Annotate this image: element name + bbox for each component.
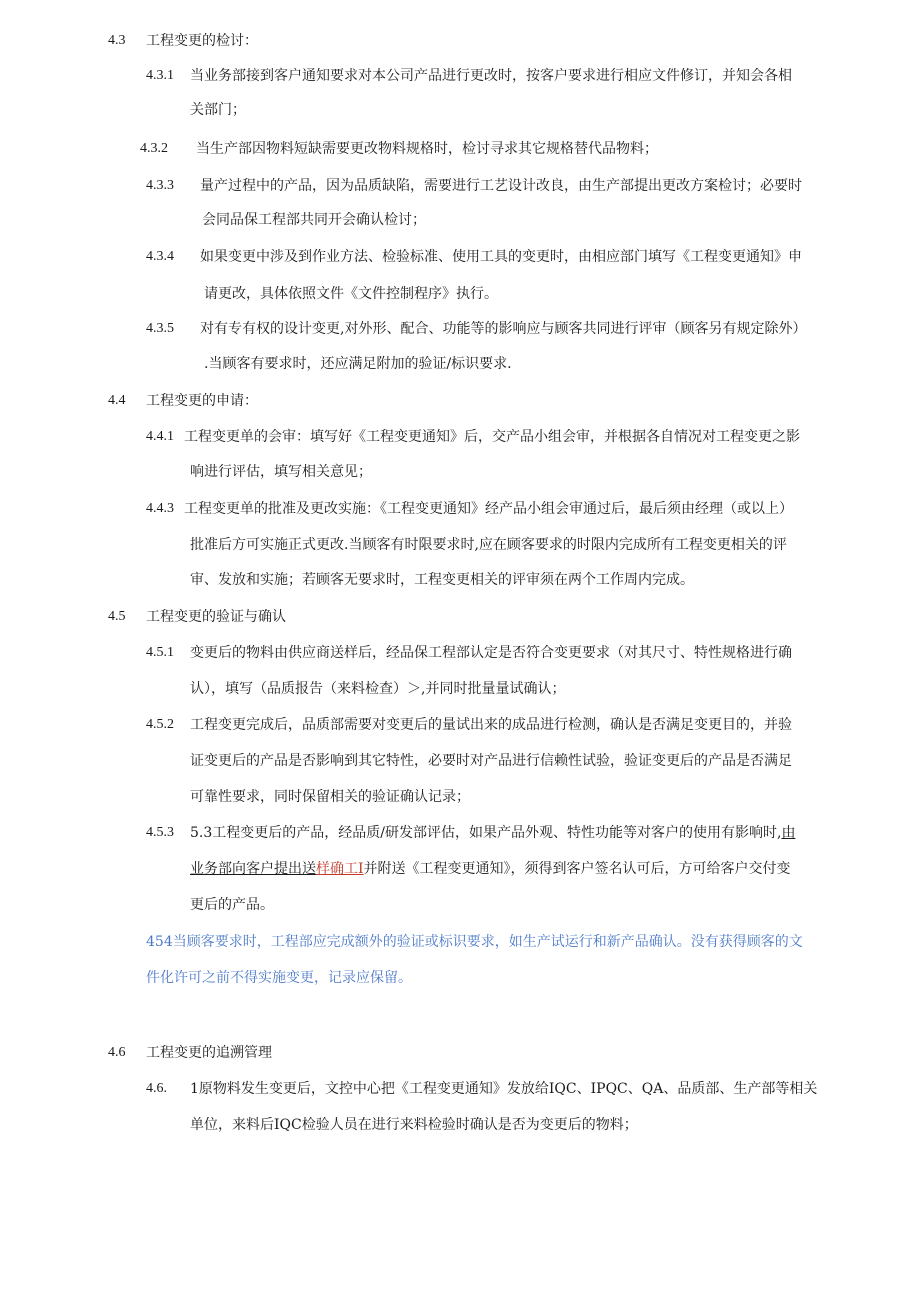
item-4-5-1-line-1: 变更后的物料由供应商送样后，经品保工程部认定是否符合变更要求（对其尺寸、特性规格进行确 [190,645,792,661]
item-4-3-2-number: 4.3.2 [140,141,168,156]
item-4-5-2-line-3: 可靠性要求，同时保留相关的验证确认记录； [190,789,470,805]
section-4-4-number: 4.4 [108,393,126,408]
item-4-3-5-line-2: .当顾客有要求时，还应满足附加的验证/标识要求. [204,356,512,372]
item-4-3-1-line-2: 关部门； [190,102,246,118]
item-4-4-3-line-1: 工程变更单的批准及更改实施：《工程变更通知》经产品小组会审通过后，最后须由经理（或以上） [184,501,793,517]
note-4-5-4-line-2: 件化许可之前不得实施变更，记录应保留。 [146,970,412,986]
section-4-4-title: 工程变更的申请： [146,393,258,409]
item-4-4-3-line-3: 审、发放和实施；若顾客无要求时，工程变更相关的评审须在两个工作周内完成。 [190,572,694,588]
item-4-3-1-line-1: 当业务部接到客户通知要求对本公司产品进行更改时，按客户要求进行相应文件修订，并知会各相 [190,68,792,84]
item-4-3-3-line-2: 会同品保工程部共同开会确认检讨； [202,212,426,228]
item-4-5-3-number: 4.5.3 [146,825,174,840]
item-4-3-5-number: 4.3.5 [146,321,174,336]
section-4-3-number: 4.3 [108,33,126,48]
item-4-5-2-number: 4.5.2 [146,717,174,732]
item-4-5-1-number: 4.5.1 [146,645,174,660]
item-4-4-1-line-2: 响进行评估，填写相关意见； [190,464,372,480]
item-4-5-3-line-2 [190,859,791,879]
item-4-5-3-line-1-underlined: 由 [781,825,796,841]
item-4-3-4-line-1: 如果变更中涉及到作业方法、检验标准、使用工具的变更时，由相应部门填写《工程变更通知》申 [200,249,802,265]
item-4-5-3-line-2-rest: 并附送《工程变更通知》，须得到客户签名认可后，方可给客户交付变 [363,861,791,877]
item-4-4-1-line-1: 工程变更单的会审：填写好《工程变更通知》后，交产品小组会审，并根据各自情况对工程变更之影 [184,429,800,445]
item-4-5-3-line-3: 更后的产品。 [190,897,274,913]
item-4-4-3-line-2: 批准后方可实施正式更改.当顾客有时限要求时,应在顾客要求的时限内完成所有工程变更相关的评 [190,537,787,553]
note-4-5-4-line-1: 454当顾客要求时，工程部应完成额外的验证或标识要求，如生产试运行和新产品确认。没有获得顾客的文 [146,934,803,950]
item-4-3-2-line-1: 当生产部因物料短缺需要更改物料规格时，检讨寻求其它规格替代品物料； [196,141,658,157]
item-4-5-3-line-1-text: 5.3工程变更后的产品，经品质/研发部评估，如果产品外观、特性功能等对客户的使用有影响时, [190,825,782,841]
section-4-6-number: 4.6 [108,1045,126,1060]
item-4-3-5-line-1: 对有专有权的设计变更,对外形、配合、功能等的影响应与顾客共同进行评审（顾客另有规定除外） [200,321,807,337]
tracked-change-insertion: 样确工I [316,861,364,877]
item-4-6-1-line-1: 1原物料发生变更后，文控中心把《工程变更通知》发放给IQC、IPQC、QA、品质部、生产部等相关 [190,1081,818,1097]
item-4-3-1-number: 4.3.1 [146,68,174,83]
item-4-5-2-line-2: 证变更后的产品是否影响到其它特性，必要时对产品进行信赖性试验，验证变更后的产品是否满足 [190,753,792,769]
item-4-3-4-number: 4.3.4 [146,249,174,264]
item-4-3-3-line-1: 量产过程中的产品，因为品质缺陷，需要进行工艺设计改良，由生产部提出更改方案检讨；必要时 [200,178,802,194]
section-4-6-title: 工程变更的追溯管理 [146,1045,272,1061]
section-4-5-title: 工程变更的验证与确认 [146,609,286,625]
item-4-6-1-number: 4.6. [146,1081,167,1096]
item-4-4-3-number: 4.4.3 [146,501,174,516]
item-4-5-1-line-2: 认），填写（品质报告（来料检查）＞,并同时批量量试确认； [190,681,566,697]
section-4-3-title: 工程变更的检讨： [146,33,258,49]
item-4-6-1-line-2: 单位，来料后IQC检验人员在进行来料检验时确认是否为变更后的物料； [190,1117,638,1133]
item-4-4-1-number: 4.4.1 [146,429,174,444]
item-4-5-3-line-1 [190,823,795,843]
section-4-5-number: 4.5 [108,609,126,624]
item-4-3-3-number: 4.3.3 [146,178,174,193]
item-4-5-2-line-1: 工程变更完成后，品质部需要对变更后的量试出来的成品进行检测，确认是否满足变更目的，并验 [190,717,792,733]
item-4-3-4-line-2: 请更改，具体依照文件《文件控制程序》执行。 [204,286,498,302]
item-4-5-3-underlined-text: 业务部向客户提出送 [190,861,316,877]
